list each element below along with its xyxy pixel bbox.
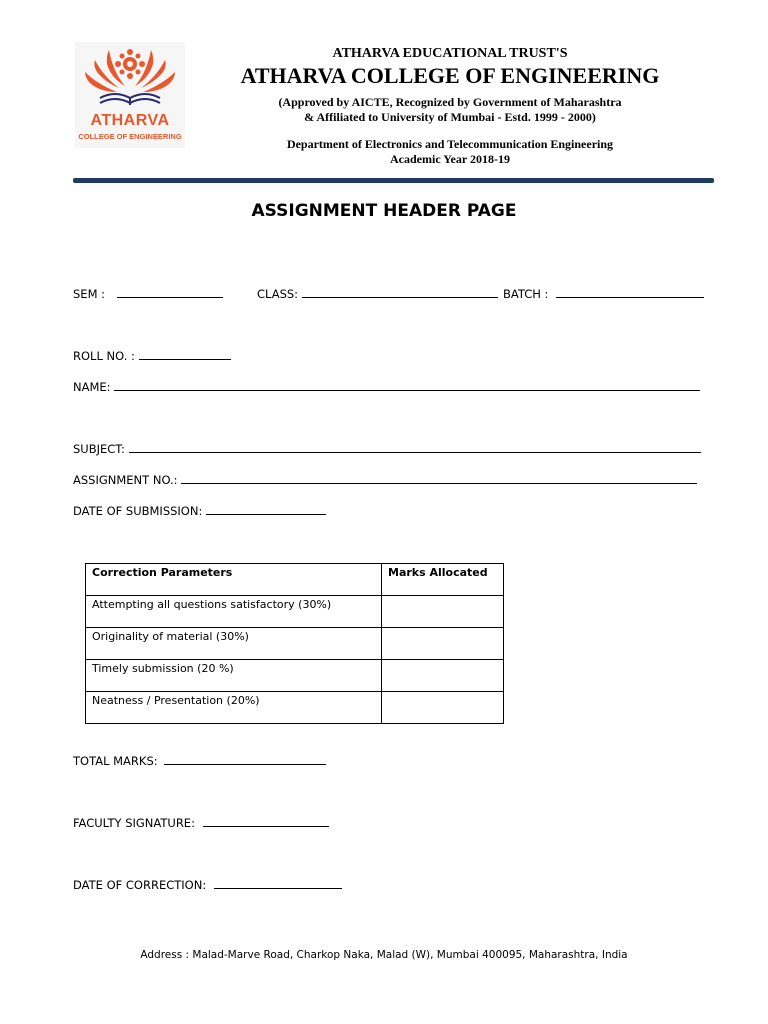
table-row (86, 628, 504, 660)
date-of-correction-label: DATE OF CORRECTION: (73, 878, 207, 892)
faculty-signature-label: FACULTY SIGNATURE: (73, 816, 195, 830)
table-header-marks: Marks Allocated (382, 564, 504, 596)
approval-line-1: (Approved by AICTE, Recognized by Government of Maharashtra (278, 95, 622, 109)
parameter-cell: Originality of material (30%) (86, 628, 382, 660)
faculty-signature-blank[interactable] (203, 815, 329, 827)
table-header-parameters: Correction Parameters (86, 564, 382, 596)
batch-blank[interactable] (556, 286, 704, 298)
table-row (86, 596, 504, 628)
total-marks-field (73, 753, 326, 768)
academic-year: Academic Year 2018-19 (390, 152, 510, 166)
logo-text: ATHARVA (90, 112, 170, 129)
assignment-no-blank[interactable] (181, 472, 697, 484)
approval-line-2: & Affiliated to University of Mumbai - Estd. 1999 - 2000) (304, 110, 596, 124)
subject-blank[interactable] (129, 441, 701, 453)
sem-label: SEM : (73, 287, 106, 301)
college-logo (75, 42, 185, 148)
parameter-cell: Attempting all questions satisfactory (30%) (86, 596, 382, 628)
trust-name: ATHARVA EDUCATIONAL TRUST'S (332, 46, 568, 61)
roll-no-label: ROLL NO. : (73, 349, 135, 363)
class-label: CLASS: (257, 287, 299, 301)
subject-field (73, 441, 701, 456)
assignment-no-field (73, 472, 697, 487)
parameter-cell: Timely submission (20 %) (86, 660, 382, 692)
header-divider (73, 178, 714, 183)
name-blank[interactable] (114, 379, 700, 391)
logo-subtext: COLLEGE OF ENGINEERING (78, 132, 182, 141)
page-title: ASSIGNMENT HEADER PAGE (251, 201, 517, 221)
parameter-cell: Neatness / Presentation (20%) (86, 692, 382, 724)
college-address: Address : Malad-Marve Road, Charkop Naka, Malad (W), Mumbai 400095, Maharashtra, India (140, 949, 628, 961)
table-row (86, 660, 504, 692)
marks-table (85, 563, 504, 724)
batch-label: BATCH : (503, 287, 549, 301)
date-of-submission-field (73, 503, 326, 518)
marks-cell[interactable] (382, 628, 504, 660)
assignment-no-label: ASSIGNMENT NO.: (73, 473, 178, 487)
name-field (73, 379, 700, 394)
department-info (190, 137, 710, 167)
college-name: ATHARVA COLLEGE OF ENGINEERING (240, 63, 660, 88)
class-field (257, 286, 498, 301)
date-of-submission-blank[interactable] (206, 503, 326, 515)
marks-cell[interactable] (382, 596, 504, 628)
total-marks-blank[interactable] (164, 753, 326, 765)
table-header-row (86, 564, 504, 596)
approval-info (190, 95, 710, 125)
marks-cell[interactable] (382, 660, 504, 692)
table-row (86, 692, 504, 724)
department-name: Department of Electronics and Telecommunication Engineering (286, 137, 614, 151)
sem-field (73, 286, 223, 301)
faculty-signature-field (73, 815, 329, 830)
roll-no-field (73, 348, 231, 363)
subject-label: SUBJECT: (73, 442, 125, 456)
date-of-correction-blank[interactable] (214, 877, 342, 889)
name-label: NAME: (73, 380, 111, 394)
class-blank[interactable] (302, 286, 498, 298)
batch-field (503, 286, 704, 301)
sem-blank[interactable] (117, 286, 223, 298)
logo-emblem-icon (75, 42, 185, 114)
date-of-correction-field (73, 877, 342, 892)
roll-no-blank[interactable] (139, 348, 231, 360)
total-marks-label: TOTAL MARKS: (73, 754, 158, 768)
date-of-submission-label: DATE OF SUBMISSION: (73, 504, 203, 518)
marks-cell[interactable] (382, 692, 504, 724)
